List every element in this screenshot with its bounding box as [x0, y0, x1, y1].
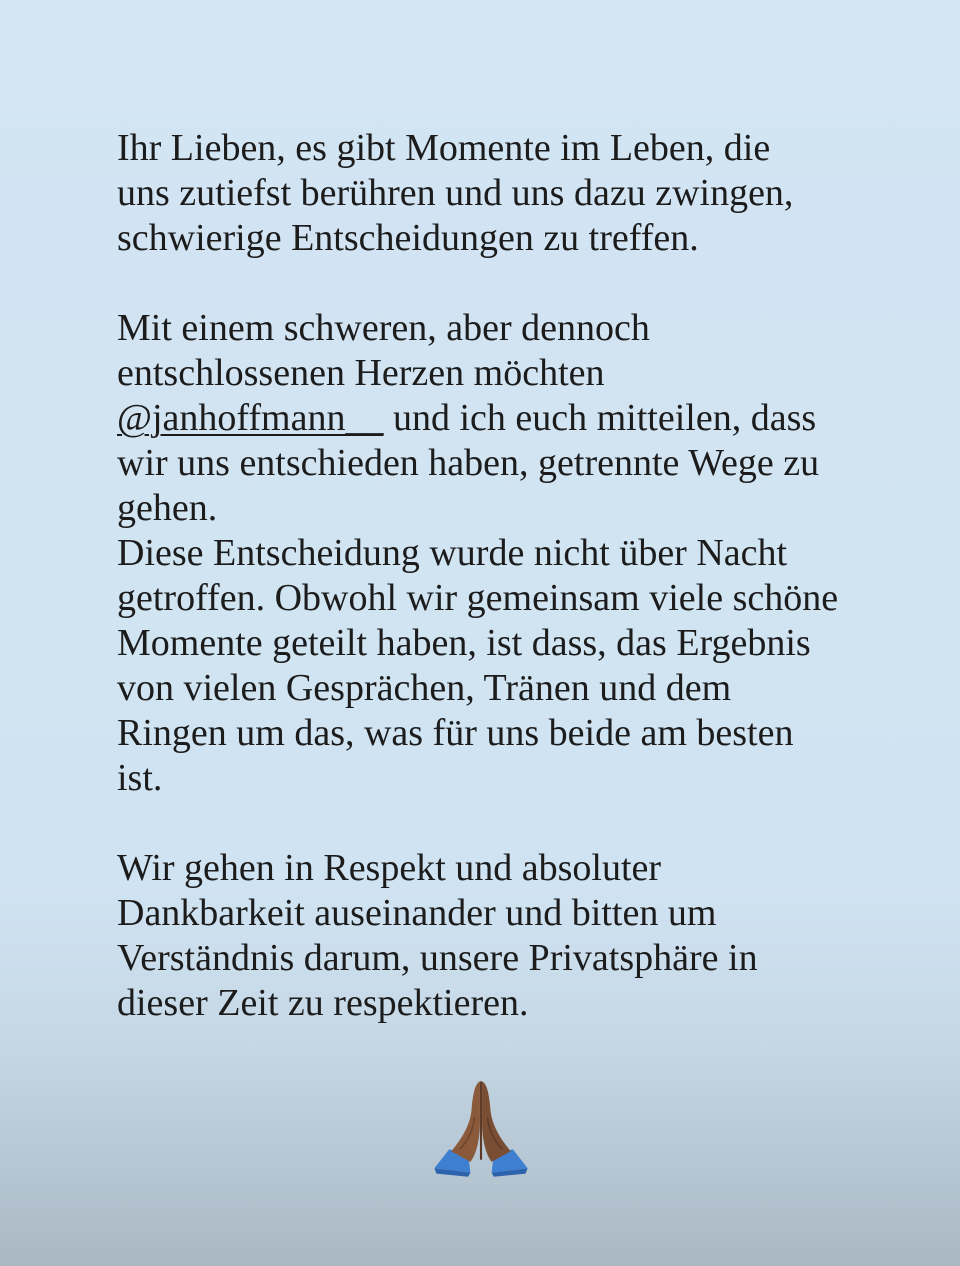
right-hand — [482, 1081, 511, 1162]
paragraph-2-intro: Mit einem schweren, aber dennoch entschlossenen Herzen möchten — [117, 307, 650, 394]
left-hand — [451, 1081, 480, 1162]
paragraph-2-rest: und ich euch mitteilen, dass wir uns entschieden haben, getrennte Wege zu gehen. — [117, 397, 820, 529]
paragraph-spacer — [117, 261, 917, 306]
story-paragraph-2 — [117, 306, 917, 531]
hands-seam — [480, 1081, 482, 1159]
story-paragraph-1: Ihr Lieben, es gibt Momente im Leben, die uns zutiefst berühren und uns dazu zwingen, schwierige Entscheidungen zu treffen. — [117, 127, 794, 259]
paragraph-spacer — [117, 801, 917, 846]
story-paragraph-3: Diese Entscheidung wurde nicht über Nacht getroffen. Obwohl wir gemeinsam viele schöne Momente geteilt haben, ist dass, das Ergebnis von vielen Gesprächen, Tränen und dem Ringen um das, was für uns beide am besten ist. — [117, 532, 839, 799]
story-text-block — [117, 126, 917, 1026]
folded-hands-graphic — [428, 1075, 534, 1181]
folded-hands-icon — [428, 1075, 534, 1181]
story-paragraph-4: Wir gehen in Respekt und absoluter Dankbarkeit auseinander und bitten um Verständnis darum, unsere Privatsphäre in dieser Zeit zu respektieren. — [117, 847, 758, 1024]
mention-link[interactable]: @janhoffmann__ — [117, 397, 384, 439]
